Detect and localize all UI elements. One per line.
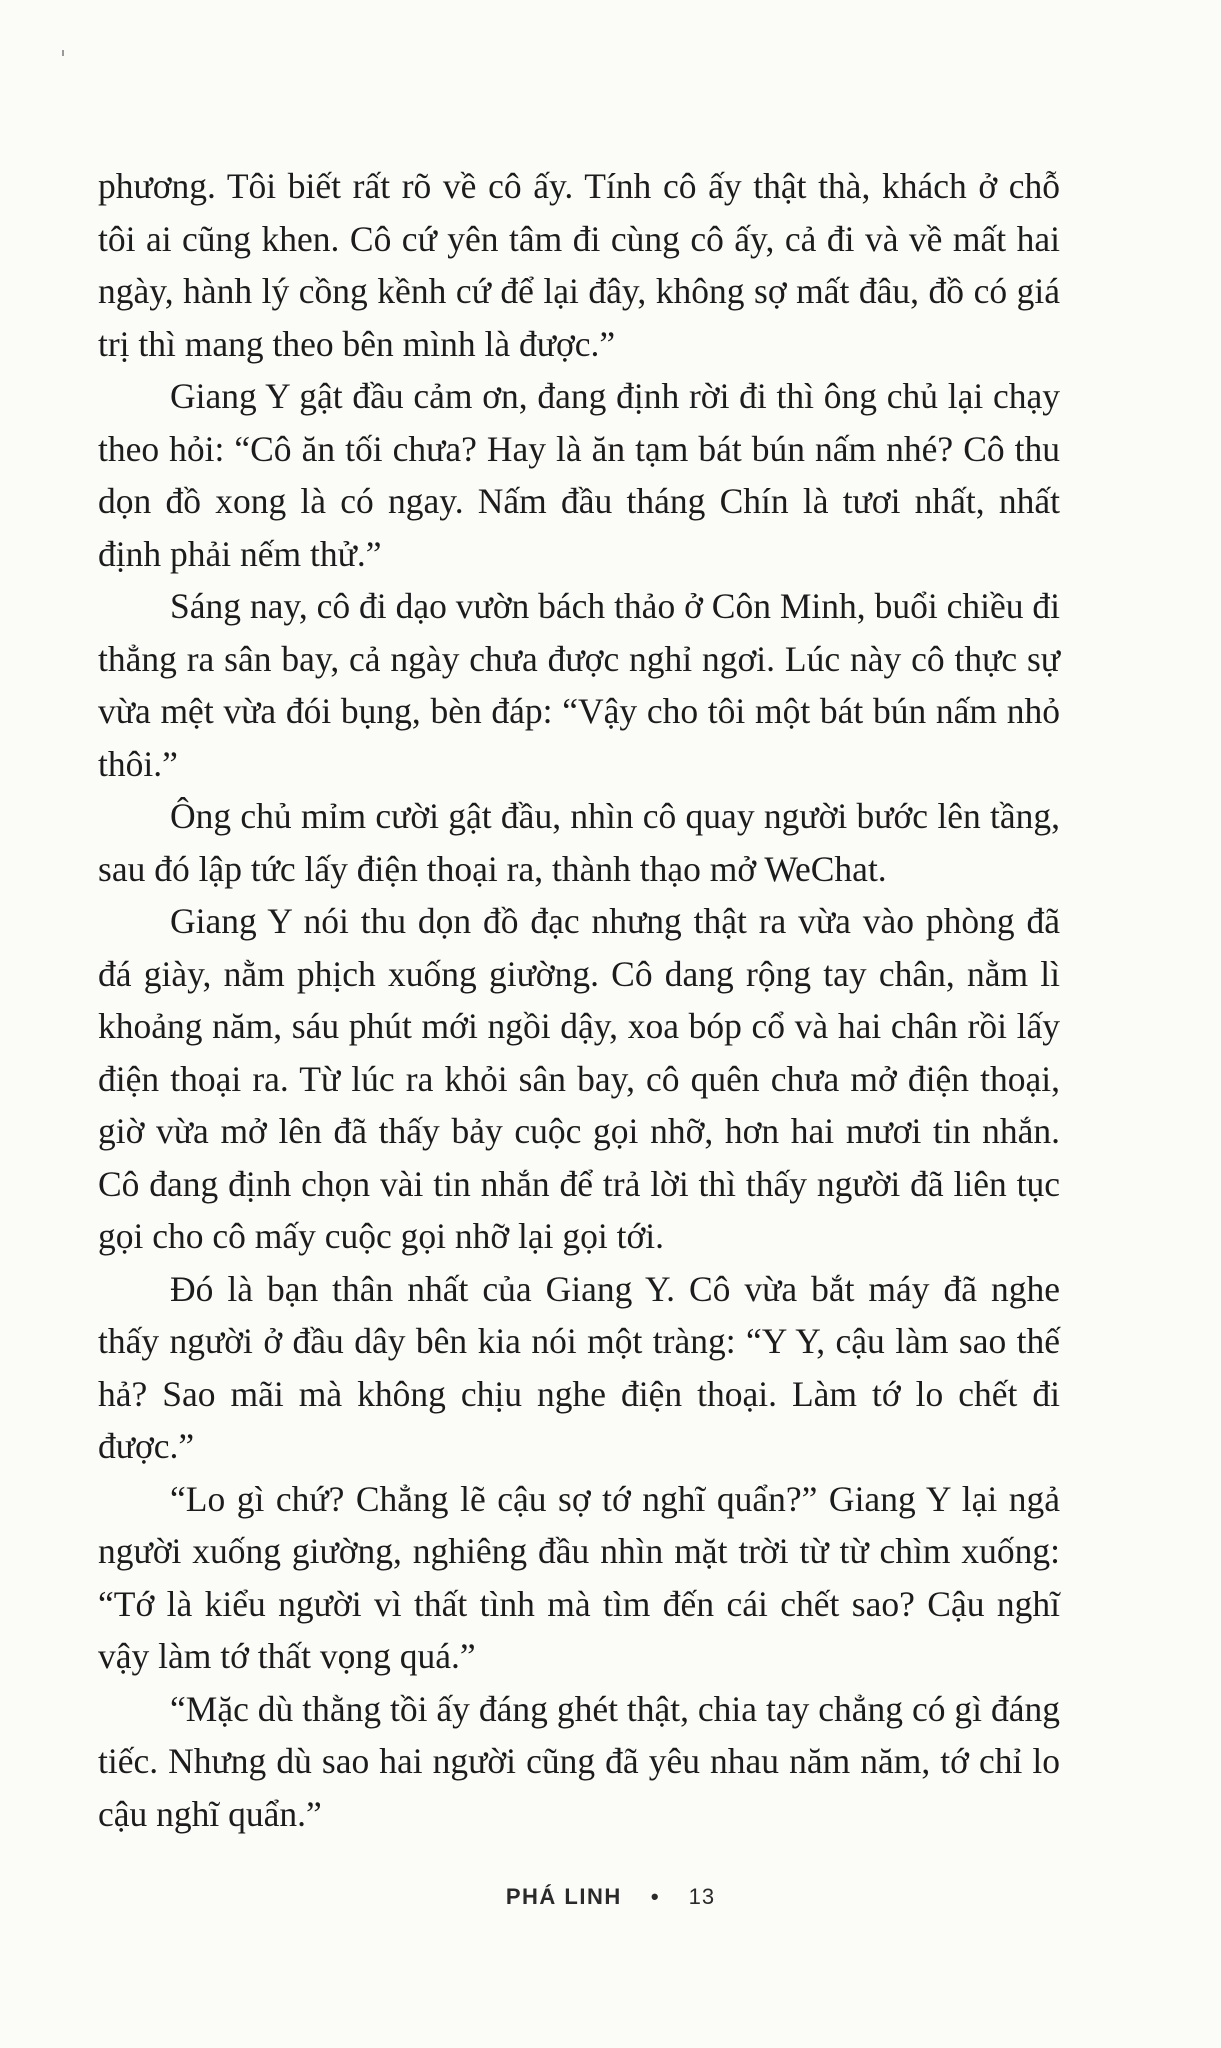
running-title: PHÁ LINH: [505, 1884, 622, 1909]
paragraph: Sáng nay, cô đi dạo vườn bách thảo ở Côn Minh, buổi chiều đi thẳng ra sân bay, cả ngày chưa được nghỉ ngơi. Lúc này cô thực sự vừa mệt vừa đói bụng, bèn đáp: “Vậy cho tôi một bát bún nấm nhỏ thôi.”: [98, 586, 1060, 784]
paragraph: Giang Y nói thu dọn đồ đạc nhưng thật ra vừa vào phòng đã đá giày, nằm phịch xuống giường. Cô dang rộng tay chân, nằm lì khoảng năm, sáu phút mới ngồi dậy, xoa bóp cổ và hai chân rồi lấy điện thoại ra. Từ lúc ra khỏi sân bay, cô quên chưa mở điện thoại, giờ vừa mở lên đã thấy bảy cuộc gọi nhỡ, hơn hai mươi tin nhắn. Cô đang định chọn vài tin nhắn để trả lời thì thấy người đã liên tục gọi cho cô mấy cuộc gọi nhỡ lại gọi tới.: [98, 901, 1060, 1256]
paragraph: Đó là bạn thân nhất của Giang Y. Cô vừa bắt máy đã nghe thấy người ở đầu dây bên kia nói một tràng: “Y Y, cậu làm sao thế hả? Sao mãi mà không chịu nghe điện thoại. Làm tớ lo chết đi được.”: [98, 1268, 1060, 1466]
paragraph: “Mặc dù thằng tồi ấy đáng ghét thật, chia tay chẳng có gì đáng tiếc. Nhưng dù sao hai người cũng đã yêu nhau năm năm, tớ chỉ lo cậu nghĩ quẩn.”: [98, 1688, 1060, 1834]
footer-separator: •: [650, 1884, 660, 1909]
page-footer: [0, 1884, 1221, 1910]
paragraph-continuation: phương. Tôi biết rất rõ về cô ấy. Tính cô ấy thật thà, khách ở chỗ tôi ai cũng khen. Cô cứ yên tâm đi cùng cô ấy, cả đi và về mất hai ngày, hành lý cồng kềnh cứ để lại đây, không sợ mất đâu, đồ có giá trị thì mang theo bên mình là được.”: [98, 166, 1060, 364]
paragraph: Ông chủ mỉm cười gật đầu, nhìn cô quay người bước lên tầng, sau đó lập tức lấy điện thoại ra, thành thạo mở WeChat.: [98, 796, 1060, 889]
page-number: 13: [688, 1884, 716, 1909]
paragraph: “Lo gì chứ? Chẳng lẽ cậu sợ tớ nghĩ quẩn?” Giang Y lại ngả người xuống giường, nghiêng đầu nhìn mặt trời từ từ chìm xuống: “Tớ là kiểu người vì thất tình mà tìm đến cái chết sao? Cậu nghĩ vậy làm tớ thất vọng quá.”: [98, 1478, 1060, 1676]
paragraph: Giang Y gật đầu cảm ơn, đang định rời đi thì ông chủ lại chạy theo hỏi: “Cô ăn tối chưa? Hay là ăn tạm bát bún nấm nhé? Cô thu dọn đồ xong là có ngay. Nấm đầu tháng Chín là tươi nhất, nhất định phải nếm thử.”: [98, 376, 1060, 574]
body-text: [98, 160, 1060, 1840]
page-speck: [62, 50, 64, 56]
